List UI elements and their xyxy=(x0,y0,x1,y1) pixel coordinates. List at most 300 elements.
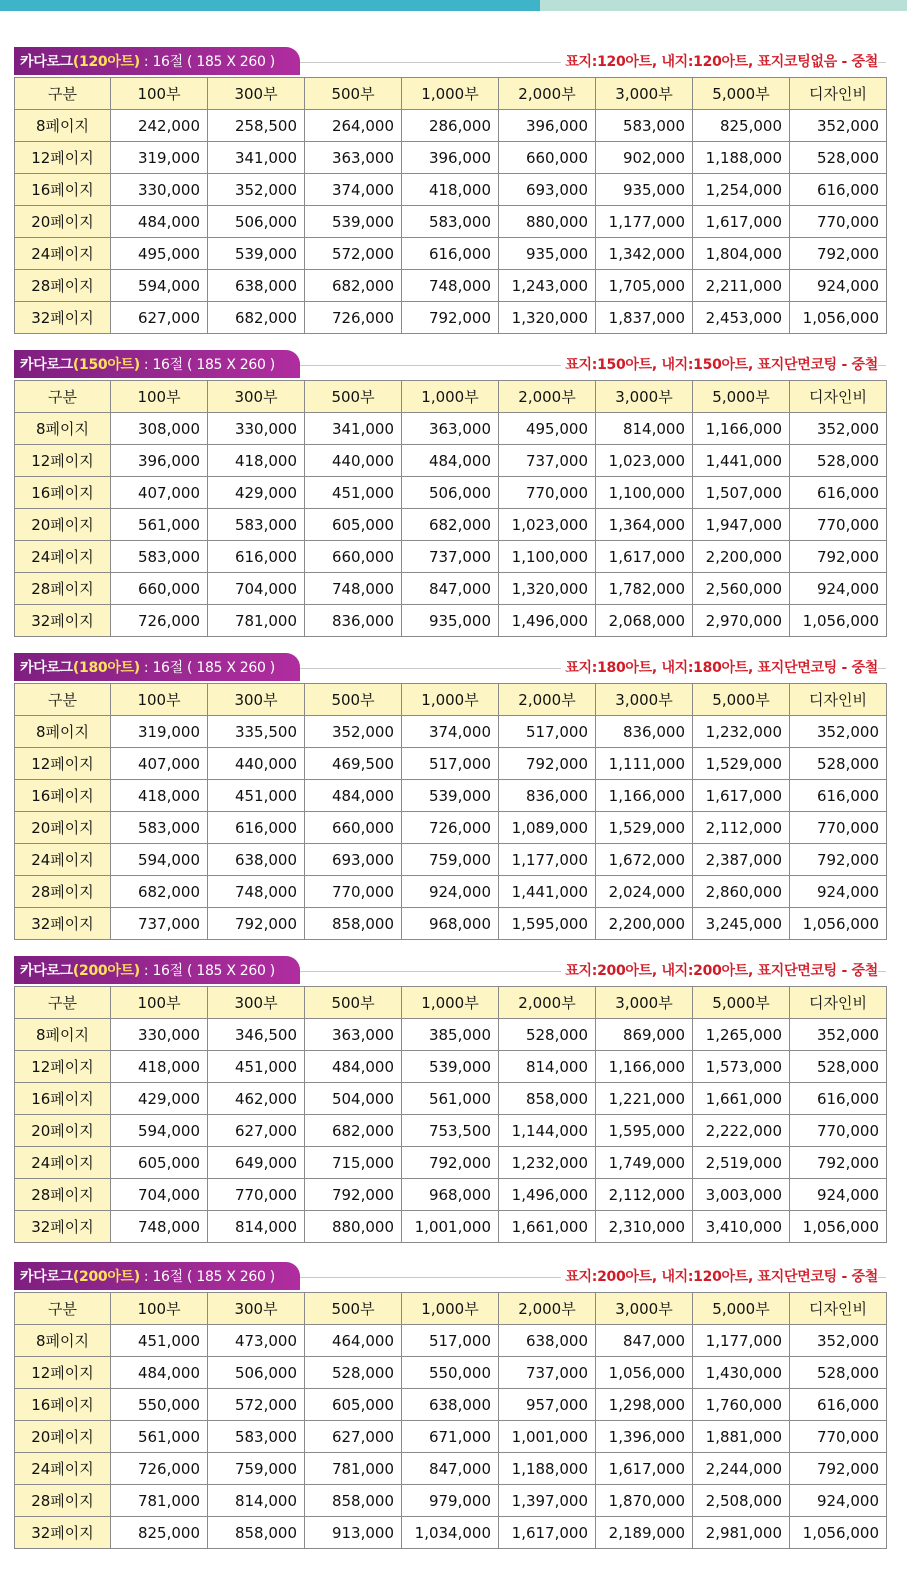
section-title-tag xyxy=(14,956,300,984)
price-cell: 858,000 xyxy=(305,908,402,940)
section-header xyxy=(14,651,886,683)
price-cell: 1,320,000 xyxy=(499,573,596,605)
price-cell: 440,000 xyxy=(208,748,305,780)
price-cell: 836,000 xyxy=(499,780,596,812)
column-header: 3,000부 xyxy=(596,78,693,110)
row-label: 28페이지 xyxy=(15,270,111,302)
price-cell: 1,056,000 xyxy=(790,908,887,940)
spec-note: 표지:150아트, 내지:150아트, 표지단면코팅 - 중철 xyxy=(561,354,878,374)
price-cell: 1,177,000 xyxy=(693,1325,790,1357)
table-row xyxy=(15,876,887,908)
row-label: 28페이지 xyxy=(15,1179,111,1211)
price-cell: 1,430,000 xyxy=(693,1357,790,1389)
column-header: 1,000부 xyxy=(402,381,499,413)
price-cell: 583,000 xyxy=(208,1421,305,1453)
price-cell: 258,500 xyxy=(208,110,305,142)
price-cell: 1,782,000 xyxy=(596,573,693,605)
price-cell: 473,000 xyxy=(208,1325,305,1357)
price-cell: 2,310,000 xyxy=(596,1211,693,1243)
price-cell: 1,001,000 xyxy=(402,1211,499,1243)
table-row xyxy=(15,413,887,445)
price-cell: 924,000 xyxy=(790,573,887,605)
price-cell: 1,573,000 xyxy=(693,1051,790,1083)
price-table xyxy=(14,77,887,334)
price-section-5 xyxy=(14,1260,886,1549)
price-cell: 528,000 xyxy=(790,142,887,174)
price-cell: 2,387,000 xyxy=(693,844,790,876)
title-size: : 16절 ( 185 X 260 ) xyxy=(143,357,275,373)
row-label: 28페이지 xyxy=(15,573,111,605)
price-cell: 847,000 xyxy=(596,1325,693,1357)
price-cell: 1,177,000 xyxy=(499,844,596,876)
title-prefix: 카다로그 xyxy=(20,1269,73,1285)
price-cell: 528,000 xyxy=(305,1357,402,1389)
table-row xyxy=(15,270,887,302)
price-cell: 858,000 xyxy=(208,1517,305,1549)
title-prefix: 카다로그 xyxy=(20,357,73,373)
row-label: 32페이지 xyxy=(15,1517,111,1549)
price-cell: 737,000 xyxy=(402,541,499,573)
price-cell: 627,000 xyxy=(208,1115,305,1147)
section-title-tag xyxy=(14,1262,300,1290)
price-cell: 627,000 xyxy=(111,302,208,334)
price-cell: 374,000 xyxy=(402,716,499,748)
price-cell: 583,000 xyxy=(596,110,693,142)
row-label: 20페이지 xyxy=(15,1421,111,1453)
price-cell: 1,661,000 xyxy=(499,1211,596,1243)
table-header-row xyxy=(15,987,887,1019)
price-cell: 1,232,000 xyxy=(693,716,790,748)
column-header-category: 구분 xyxy=(15,381,111,413)
table-body xyxy=(15,1325,887,1549)
price-cell: 3,003,000 xyxy=(693,1179,790,1211)
price-cell: 550,000 xyxy=(111,1389,208,1421)
price-cell: 1,221,000 xyxy=(596,1083,693,1115)
price-cell: 1,881,000 xyxy=(693,1421,790,1453)
column-header: 1,000부 xyxy=(402,78,499,110)
price-cell: 1,760,000 xyxy=(693,1389,790,1421)
table-row xyxy=(15,110,887,142)
price-cell: 464,000 xyxy=(305,1325,402,1357)
price-cell: 726,000 xyxy=(402,812,499,844)
price-cell: 451,000 xyxy=(208,1051,305,1083)
price-cell: 737,000 xyxy=(499,1357,596,1389)
price-cell: 2,189,000 xyxy=(596,1517,693,1549)
price-cell: 1,397,000 xyxy=(499,1485,596,1517)
price-cell: 1,496,000 xyxy=(499,1179,596,1211)
price-cell: 363,000 xyxy=(402,413,499,445)
price-cell: 638,000 xyxy=(402,1389,499,1421)
title-paper: (120아트) xyxy=(72,54,140,70)
price-cell: 429,000 xyxy=(208,477,305,509)
price-cell: 330,000 xyxy=(111,1019,208,1051)
price-cell: 418,000 xyxy=(208,445,305,477)
row-label: 8페이지 xyxy=(15,1019,111,1051)
table-row xyxy=(15,844,887,876)
section-title-tag xyxy=(14,653,300,681)
top-accent-bar-mint xyxy=(540,0,907,11)
price-cell: 286,000 xyxy=(402,110,499,142)
price-cell: 814,000 xyxy=(208,1211,305,1243)
price-cell: 770,000 xyxy=(790,206,887,238)
column-header: 3,000부 xyxy=(596,381,693,413)
row-label: 16페이지 xyxy=(15,174,111,206)
table-row xyxy=(15,1421,887,1453)
column-header: 2,000부 xyxy=(499,1293,596,1325)
section-header xyxy=(14,954,886,986)
price-cell: 330,000 xyxy=(111,174,208,206)
price-cell: 748,000 xyxy=(111,1211,208,1243)
price-cell: 484,000 xyxy=(111,206,208,238)
price-cell: 748,000 xyxy=(402,270,499,302)
price-cell: 506,000 xyxy=(402,477,499,509)
row-label: 8페이지 xyxy=(15,1325,111,1357)
price-cell: 781,000 xyxy=(305,1453,402,1485)
price-section-3 xyxy=(14,651,886,940)
price-cell: 968,000 xyxy=(402,1179,499,1211)
column-header: 1,000부 xyxy=(402,987,499,1019)
price-cell: 539,000 xyxy=(305,206,402,238)
price-cell: 517,000 xyxy=(499,716,596,748)
price-cell: 583,000 xyxy=(402,206,499,238)
table-row xyxy=(15,1325,887,1357)
price-cell: 726,000 xyxy=(111,605,208,637)
price-cell: 616,000 xyxy=(790,477,887,509)
price-cell: 1,111,000 xyxy=(596,748,693,780)
price-cell: 1,100,000 xyxy=(499,541,596,573)
row-label: 20페이지 xyxy=(15,812,111,844)
price-cell: 1,177,000 xyxy=(596,206,693,238)
price-cell: 352,000 xyxy=(790,716,887,748)
title-size: : 16절 ( 185 X 260 ) xyxy=(143,1269,275,1285)
price-cell: 616,000 xyxy=(790,1083,887,1115)
column-header: 5,000부 xyxy=(693,78,790,110)
price-cell: 594,000 xyxy=(111,270,208,302)
row-label: 24페이지 xyxy=(15,238,111,270)
row-label: 16페이지 xyxy=(15,477,111,509)
price-cell: 2,200,000 xyxy=(596,908,693,940)
title-prefix: 카다로그 xyxy=(20,660,73,676)
price-cell: 517,000 xyxy=(402,1325,499,1357)
row-label: 20페이지 xyxy=(15,1115,111,1147)
column-header: 300부 xyxy=(208,987,305,1019)
section-title-tag xyxy=(14,47,300,75)
column-header: 100부 xyxy=(111,381,208,413)
column-header: 300부 xyxy=(208,381,305,413)
price-cell: 753,500 xyxy=(402,1115,499,1147)
price-cell: 352,000 xyxy=(790,110,887,142)
column-header: 300부 xyxy=(208,1293,305,1325)
price-cell: 583,000 xyxy=(111,541,208,573)
title-size: : 16절 ( 185 X 260 ) xyxy=(143,54,275,70)
price-cell: 451,000 xyxy=(208,780,305,812)
table-row xyxy=(15,1453,887,1485)
price-cell: 1,364,000 xyxy=(596,509,693,541)
row-label: 16페이지 xyxy=(15,780,111,812)
price-cell: 704,000 xyxy=(111,1179,208,1211)
table-row xyxy=(15,748,887,780)
spec-note: 표지:200아트, 내지:120아트, 표지단면코팅 - 중철 xyxy=(561,1266,878,1286)
row-label: 24페이지 xyxy=(15,541,111,573)
table-row xyxy=(15,605,887,637)
price-cell: 935,000 xyxy=(499,238,596,270)
price-cell: 1,441,000 xyxy=(693,445,790,477)
table-header-row xyxy=(15,1293,887,1325)
section-header xyxy=(14,45,886,77)
column-header: 디자인비 xyxy=(790,381,887,413)
price-cell: 451,000 xyxy=(305,477,402,509)
price-cell: 1,166,000 xyxy=(596,780,693,812)
table-row xyxy=(15,1485,887,1517)
price-cell: 504,000 xyxy=(305,1083,402,1115)
price-cell: 506,000 xyxy=(208,206,305,238)
section-header xyxy=(14,1260,886,1292)
price-cell: 1,265,000 xyxy=(693,1019,790,1051)
price-cell: 825,000 xyxy=(693,110,790,142)
top-accent-bar-teal xyxy=(0,0,540,11)
price-cell: 660,000 xyxy=(305,812,402,844)
price-cell: 1,298,000 xyxy=(596,1389,693,1421)
price-cell: 469,500 xyxy=(305,748,402,780)
row-label: 16페이지 xyxy=(15,1389,111,1421)
price-section-4 xyxy=(14,954,886,1243)
section-header xyxy=(14,348,886,380)
price-cell: 346,500 xyxy=(208,1019,305,1051)
price-cell: 847,000 xyxy=(402,573,499,605)
table-row xyxy=(15,1083,887,1115)
price-cell: 330,000 xyxy=(208,413,305,445)
price-cell: 308,000 xyxy=(111,413,208,445)
price-cell: 770,000 xyxy=(790,1421,887,1453)
title-paper: (200아트) xyxy=(72,963,140,979)
column-header: 3,000부 xyxy=(596,684,693,716)
price-cell: 407,000 xyxy=(111,477,208,509)
table-row xyxy=(15,1051,887,1083)
price-cell: 748,000 xyxy=(305,573,402,605)
price-cell: 858,000 xyxy=(305,1485,402,1517)
column-header: 100부 xyxy=(111,1293,208,1325)
row-label: 32페이지 xyxy=(15,605,111,637)
table-body xyxy=(15,413,887,637)
price-cell: 539,000 xyxy=(208,238,305,270)
price-cell: 1,188,000 xyxy=(693,142,790,174)
price-cell: 1,496,000 xyxy=(499,605,596,637)
price-cell: 1,089,000 xyxy=(499,812,596,844)
price-cell: 616,000 xyxy=(402,238,499,270)
price-cell: 847,000 xyxy=(402,1453,499,1485)
price-cell: 506,000 xyxy=(208,1357,305,1389)
price-cell: 1,804,000 xyxy=(693,238,790,270)
table-header-row xyxy=(15,78,887,110)
price-cell: 2,222,000 xyxy=(693,1115,790,1147)
title-paper: (150아트) xyxy=(72,357,140,373)
row-label: 24페이지 xyxy=(15,1147,111,1179)
section-title-tag xyxy=(14,350,300,378)
price-cell: 748,000 xyxy=(208,876,305,908)
price-cell: 814,000 xyxy=(596,413,693,445)
price-cell: 957,000 xyxy=(499,1389,596,1421)
price-cell: 1,396,000 xyxy=(596,1421,693,1453)
table-header-row xyxy=(15,684,887,716)
price-cell: 462,000 xyxy=(208,1083,305,1115)
price-cell: 693,000 xyxy=(499,174,596,206)
row-label: 20페이지 xyxy=(15,206,111,238)
price-cell: 1,100,000 xyxy=(596,477,693,509)
price-cell: 1,529,000 xyxy=(693,748,790,780)
price-cell: 616,000 xyxy=(208,812,305,844)
table-row xyxy=(15,1115,887,1147)
price-cell: 924,000 xyxy=(790,1179,887,1211)
row-label: 12페이지 xyxy=(15,748,111,780)
price-cell: 1,595,000 xyxy=(596,1115,693,1147)
table-body xyxy=(15,716,887,940)
price-table xyxy=(14,683,887,940)
price-cell: 1,617,000 xyxy=(596,541,693,573)
price-cell: 407,000 xyxy=(111,748,208,780)
price-cell: 1,705,000 xyxy=(596,270,693,302)
price-cell: 341,000 xyxy=(208,142,305,174)
column-header-category: 구분 xyxy=(15,78,111,110)
row-label: 8페이지 xyxy=(15,413,111,445)
price-cell: 1,144,000 xyxy=(499,1115,596,1147)
price-cell: 396,000 xyxy=(402,142,499,174)
price-cell: 1,056,000 xyxy=(790,1517,887,1549)
price-cell: 484,000 xyxy=(305,780,402,812)
title-paper: (200아트) xyxy=(72,1269,140,1285)
column-header: 300부 xyxy=(208,684,305,716)
price-cell: 836,000 xyxy=(305,605,402,637)
table-row xyxy=(15,908,887,940)
table-row xyxy=(15,541,887,573)
price-cell: 1,056,000 xyxy=(790,605,887,637)
column-header-category: 구분 xyxy=(15,1293,111,1325)
price-cell: 1,617,000 xyxy=(693,206,790,238)
column-header: 5,000부 xyxy=(693,987,790,1019)
price-section-1 xyxy=(14,45,886,334)
price-cell: 616,000 xyxy=(790,780,887,812)
price-cell: 682,000 xyxy=(208,302,305,334)
price-cell: 792,000 xyxy=(402,302,499,334)
price-cell: 352,000 xyxy=(790,1325,887,1357)
price-cell: 583,000 xyxy=(111,812,208,844)
column-header: 디자인비 xyxy=(790,78,887,110)
price-cell: 1,617,000 xyxy=(693,780,790,812)
price-cell: 792,000 xyxy=(499,748,596,780)
price-cell: 726,000 xyxy=(305,302,402,334)
price-cell: 2,453,000 xyxy=(693,302,790,334)
price-cell: 682,000 xyxy=(305,270,402,302)
price-cell: 704,000 xyxy=(208,573,305,605)
price-cell: 770,000 xyxy=(790,812,887,844)
row-label: 32페이지 xyxy=(15,908,111,940)
price-cell: 352,000 xyxy=(790,1019,887,1051)
price-cell: 2,860,000 xyxy=(693,876,790,908)
price-cell: 539,000 xyxy=(402,780,499,812)
price-cell: 605,000 xyxy=(111,1147,208,1179)
column-header: 디자인비 xyxy=(790,684,887,716)
price-cell: 1,001,000 xyxy=(499,1421,596,1453)
price-cell: 1,166,000 xyxy=(693,413,790,445)
table-row xyxy=(15,302,887,334)
column-header: 2,000부 xyxy=(499,684,596,716)
price-cell: 858,000 xyxy=(499,1083,596,1115)
price-cell: 1,529,000 xyxy=(596,812,693,844)
price-cell: 616,000 xyxy=(208,541,305,573)
spec-note: 표지:200아트, 내지:200아트, 표지단면코팅 - 중철 xyxy=(561,960,878,980)
price-cell: 1,342,000 xyxy=(596,238,693,270)
title-size: : 16절 ( 185 X 260 ) xyxy=(143,963,275,979)
price-cell: 1,749,000 xyxy=(596,1147,693,1179)
price-cell: 671,000 xyxy=(402,1421,499,1453)
spec-note: 표지:120아트, 내지:120아트, 표지코팅없음 - 중철 xyxy=(561,51,878,71)
price-cell: 660,000 xyxy=(111,573,208,605)
table-row xyxy=(15,716,887,748)
price-cell: 1,617,000 xyxy=(596,1453,693,1485)
table-row xyxy=(15,509,887,541)
column-header: 5,000부 xyxy=(693,381,790,413)
price-cell: 792,000 xyxy=(305,1179,402,1211)
table-row xyxy=(15,142,887,174)
row-label: 24페이지 xyxy=(15,1453,111,1485)
price-cell: 2,508,000 xyxy=(693,1485,790,1517)
price-cell: 660,000 xyxy=(499,142,596,174)
column-header: 1,000부 xyxy=(402,684,499,716)
price-cell: 1,056,000 xyxy=(596,1357,693,1389)
price-cell: 572,000 xyxy=(208,1389,305,1421)
price-cell: 792,000 xyxy=(790,844,887,876)
price-cell: 1,672,000 xyxy=(596,844,693,876)
price-cell: 2,970,000 xyxy=(693,605,790,637)
price-cell: 1,507,000 xyxy=(693,477,790,509)
price-cell: 352,000 xyxy=(305,716,402,748)
price-cell: 792,000 xyxy=(790,1147,887,1179)
column-header: 100부 xyxy=(111,684,208,716)
price-cell: 583,000 xyxy=(208,509,305,541)
price-cell: 242,000 xyxy=(111,110,208,142)
table-row xyxy=(15,206,887,238)
price-cell: 2,200,000 xyxy=(693,541,790,573)
column-header: 500부 xyxy=(305,78,402,110)
price-cell: 484,000 xyxy=(402,445,499,477)
row-label: 20페이지 xyxy=(15,509,111,541)
price-cell: 2,068,000 xyxy=(596,605,693,637)
column-header: 500부 xyxy=(305,684,402,716)
column-header-category: 구분 xyxy=(15,684,111,716)
price-cell: 2,244,000 xyxy=(693,1453,790,1485)
row-label: 12페이지 xyxy=(15,142,111,174)
price-cell: 814,000 xyxy=(499,1051,596,1083)
column-header: 2,000부 xyxy=(499,987,596,1019)
table-header-row xyxy=(15,381,887,413)
price-cell: 759,000 xyxy=(402,844,499,876)
price-cell: 528,000 xyxy=(790,1357,887,1389)
price-cell: 539,000 xyxy=(402,1051,499,1083)
price-cell: 616,000 xyxy=(790,1389,887,1421)
price-cell: 770,000 xyxy=(499,477,596,509)
table-row xyxy=(15,477,887,509)
price-cell: 924,000 xyxy=(790,270,887,302)
row-label: 32페이지 xyxy=(15,302,111,334)
price-cell: 484,000 xyxy=(305,1051,402,1083)
row-label: 28페이지 xyxy=(15,1485,111,1517)
price-cell: 726,000 xyxy=(111,1453,208,1485)
price-cell: 341,000 xyxy=(305,413,402,445)
price-cell: 396,000 xyxy=(499,110,596,142)
price-cell: 528,000 xyxy=(790,445,887,477)
column-header: 5,000부 xyxy=(693,684,790,716)
table-row xyxy=(15,445,887,477)
table-row xyxy=(15,1147,887,1179)
